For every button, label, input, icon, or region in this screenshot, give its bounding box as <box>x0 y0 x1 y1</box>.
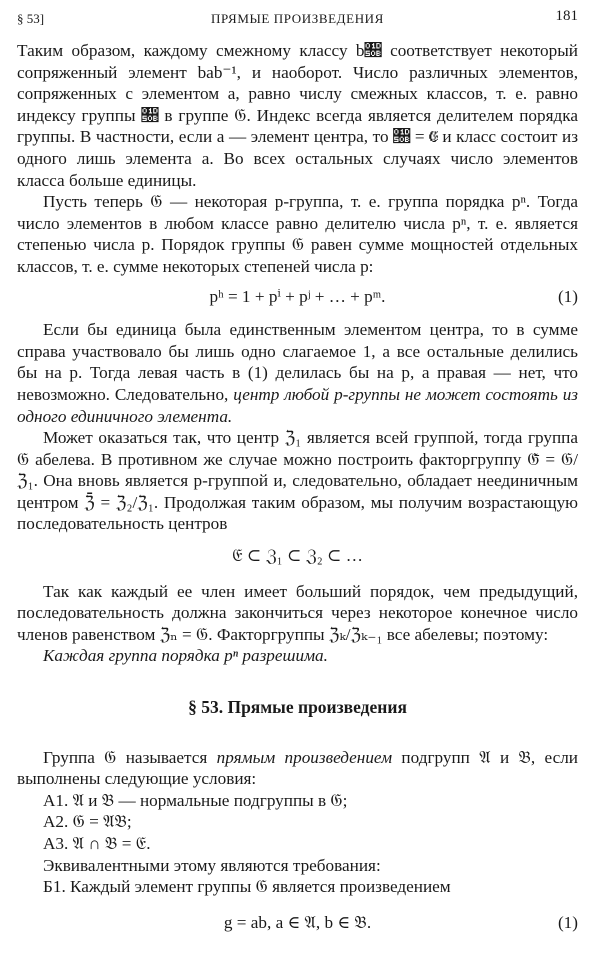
paragraph-direct-product-def <box>17 747 578 790</box>
formula-class-equation <box>17 286 578 308</box>
text-run: Группа 𝔊 называется <box>43 747 217 767</box>
condition-a2: A2. 𝔊 = 𝔄𝔅; <box>43 812 132 832</box>
equivalent-conditions-intro: Эквивалентными этому являются требования: <box>43 855 381 875</box>
condition-a1: A1. 𝔄 и 𝔅 — нормальные подгруппы в 𝔊; <box>43 790 348 810</box>
condition-a3: A3. 𝔄 ∩ 𝔅 = 𝔈. <box>43 834 151 853</box>
formula-product-decomposition <box>17 912 578 934</box>
text-run: Если бы единица была единственным элементом центра, то в сумме справа участвовало бы лишь одно слагаемое 1, а все остальные делились бы на p. Тогда левая часть в (1) делилась бы на p, а правая — нет, что невозможно. Следовательно, <box>17 320 578 404</box>
section-reference: § 53] <box>17 11 45 26</box>
formula-center-chain <box>17 545 578 567</box>
running-head <box>17 0 578 40</box>
paragraph-central-series: Может оказаться так, что центр ℨ₁ является всей группой, тогда группа 𝔊 абелева. В противном же случае можно построить факторгруппу 𝔊̄ = 𝔊/ℨ₁. Она вновь является p-группой и, следовательно, обладает неединичным центром ℨ̄ = ℨ₂/ℨ₁. Продолжая таким образом, мы получим возрастающую последовательность центров <box>17 428 578 534</box>
section-heading: § 53. Прямые произведения <box>188 697 407 718</box>
paragraph-cosets: Таким образом, каждому смежному классу b𝔋 соответствует некоторый сопряженный элемент bab⁻¹, и наоборот. Число различных элементов, сопряженных с элементом a, равно числу смежных классов, т. е. равно индексу группы 𝔋 в группе 𝔊. Индекс всегда является делителем порядка группы. В частности, если a — элемент центра, то 𝔋 = 𝔈 и класс состоит из одного лишь элемента a. Во всех остальных случаях число элементов класса больше единицы. <box>17 41 578 190</box>
theorem-statement: Каждая группа порядка pⁿ разрешима. <box>43 646 328 666</box>
theorem-solvable <box>17 645 578 667</box>
formula-text: 𝔈 ⊂ ℨ₁ ⊂ ℨ₂ ⊂ … <box>232 546 363 566</box>
defined-term: прямым произведением <box>216 747 393 767</box>
paragraph-center-nontrivial <box>17 319 578 427</box>
formula-text: g = ab, a ∈ 𝔄, b ∈ 𝔅. <box>223 912 372 932</box>
formula-text: pʰ = 1 + pⁱ + pʲ + … + pᵐ. <box>209 286 386 306</box>
paragraph-solvable: Так как каждый ее член имеет больший порядок, чем предыдущий, последовательность должна закончиться через некоторое конечное число членов равенством ℨₙ = 𝔊. Факторгруппы ℨₖ/ℨₖ₋₁ все абелевы; поэтому: <box>17 581 578 644</box>
paragraph-p-group: Пусть теперь 𝔊 — некоторая p-группа, т. е. группа порядка pⁿ. Тогда число элементов в любом классе равно делителю числа pⁿ, т. е. является степенью числа p. Порядок группы 𝔊 равен сумме мощностей отдельных классов, т. е. сумме некоторых степеней числа p: <box>17 192 578 276</box>
text-run: подгрупп 𝔄 и 𝔅, если выполнены следующие условия: <box>17 747 579 789</box>
running-title: ПРЯМЫЕ ПРОИЗВЕДЕНИЯ <box>211 11 384 26</box>
condition-b1: Б1. Каждый элемент группы 𝔊 является произведением <box>43 877 451 897</box>
theorem-statement: центр любой p-группы не может состоять из одного единичного элемента. <box>17 384 579 426</box>
page-number: 181 <box>555 8 578 24</box>
equation-number: (1) <box>557 912 578 932</box>
equation-number: (1) <box>557 286 578 306</box>
